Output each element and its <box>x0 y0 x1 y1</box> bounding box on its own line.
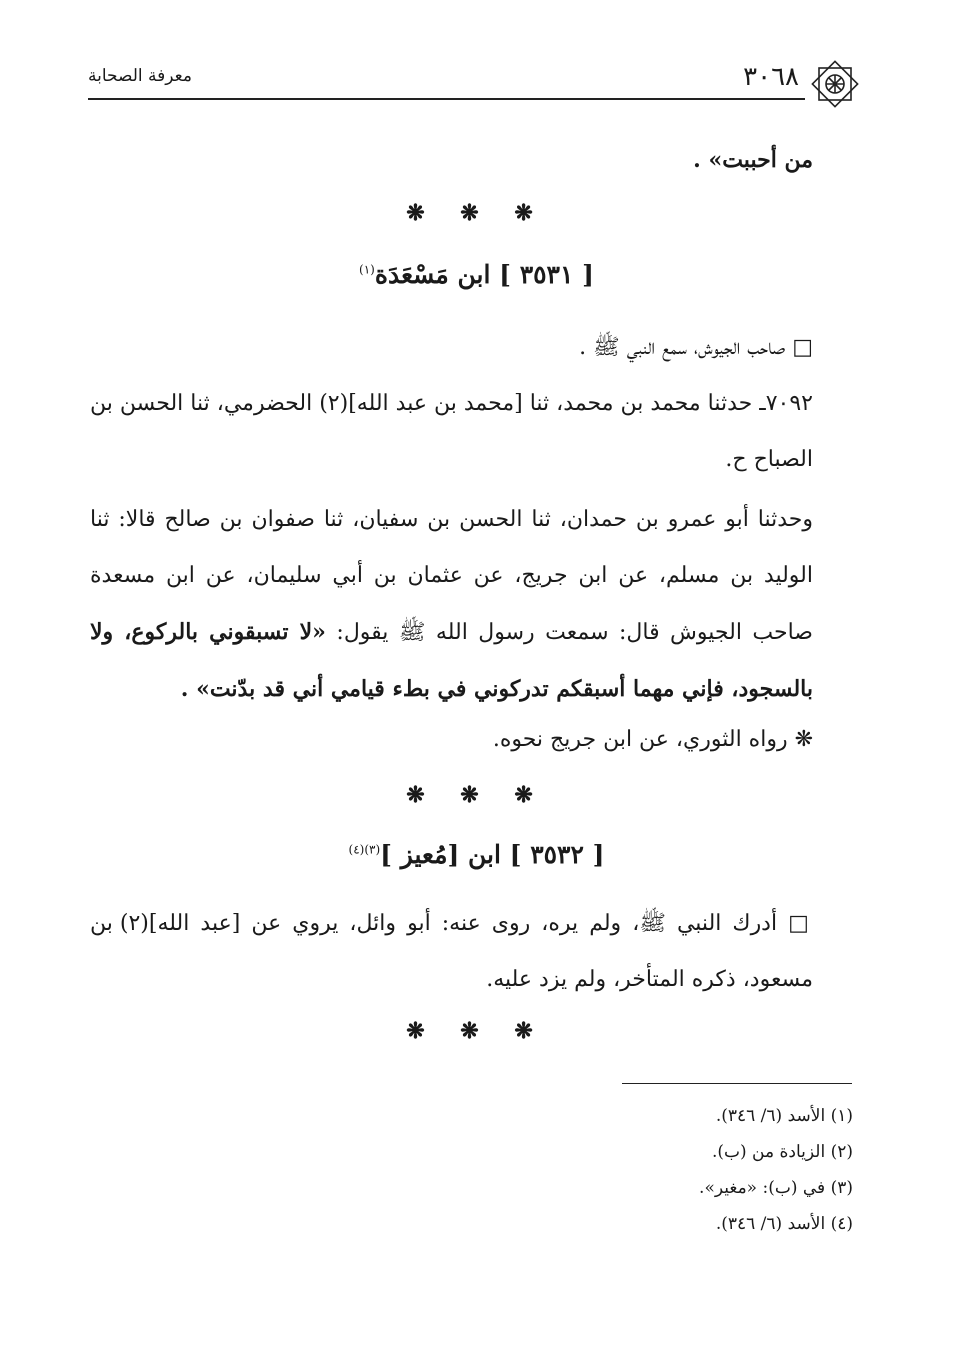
page-number: ٣٠٦٨ <box>743 62 799 92</box>
footnote: (٤) الأسد (٦/ ٣٤٦). <box>715 1214 853 1234</box>
hadith-chain-2 <box>90 492 813 718</box>
hadith-chain-text: وحدثنا أبو عمرو بن حمدان، ثنا الحسن بن سفيان، ثنا صفوان بن صالح قالا: ثنا الوليد بن مسلم، عن ابن جريج، عن عثمان بن أبي سليمان، عن ابن مسعدة صاحب الجيوش قال: سمعت رسول الله ﷺ يقول: <box>90 507 813 645</box>
entry-heading-text: [ ٣٥٣٢ ] ابن [مُعيز ] <box>380 840 605 869</box>
footnote-rule <box>622 1083 852 1084</box>
separator-stars: ❋ ❋ ❋ <box>406 200 547 226</box>
entry-heading <box>0 840 953 869</box>
entry-heading-text: [ ٣٥٣١ ] ابن مَسْعَدَة <box>374 260 594 289</box>
separator-stars: ❋ ❋ ❋ <box>406 782 547 808</box>
hadith-text: «لا تسبقوني بالركوع، ولا بالسجود، فإني مهما أسبقكم تدركوني في بطء قيامي أني قد بدّنت» . <box>90 619 813 702</box>
hadith-chain-1 <box>90 376 813 488</box>
running-title: معرفة الصحابة <box>88 66 192 86</box>
footnote: (٢) الزيادة من (ب). <box>711 1142 853 1162</box>
footnote: (١) الأسد (٦/ ٣٤٦). <box>715 1106 853 1126</box>
entry-body <box>90 320 813 376</box>
hadith-note <box>90 712 813 768</box>
entry-body <box>90 896 813 1008</box>
footnote-ref: (١) <box>359 262 375 277</box>
entry-intro: □ أدرك النبي ﷺ، ولم يره، روى عنه: أبو وائل، يروي عن [عبد الله](٢) بن مسعود، ذكره المتأخر، ولم يزد عليه. <box>90 911 813 992</box>
page-header <box>88 58 861 102</box>
hadith-paragraph <box>90 492 813 718</box>
narration-note: ❋ رواه الثوري، عن ابن جريج نحوه. <box>492 727 813 752</box>
hadith-paragraph: ٧٠٩٢ـ حدثنا محمد بن محمد، ثنا [محمد بن عبد الله](٢) الحضرمي، ثنا الحسن بن الصباح ح. <box>90 391 813 472</box>
footnote-ref: (٣)(٤) <box>348 842 381 857</box>
entry-heading <box>0 260 953 289</box>
opening-line-block <box>90 132 813 188</box>
separator-stars: ❋ ❋ ❋ <box>406 1018 547 1044</box>
opening-line: من أحببت» . <box>693 147 813 173</box>
octagram-ornament-icon <box>809 58 861 110</box>
footnotes <box>699 1098 853 1242</box>
header-rule <box>88 98 805 100</box>
entry-intro: □ صاحب الجيوش، سمع النبي ﷺ . <box>579 335 813 360</box>
footnote: (٣) في (ب): «مغير». <box>699 1178 853 1198</box>
